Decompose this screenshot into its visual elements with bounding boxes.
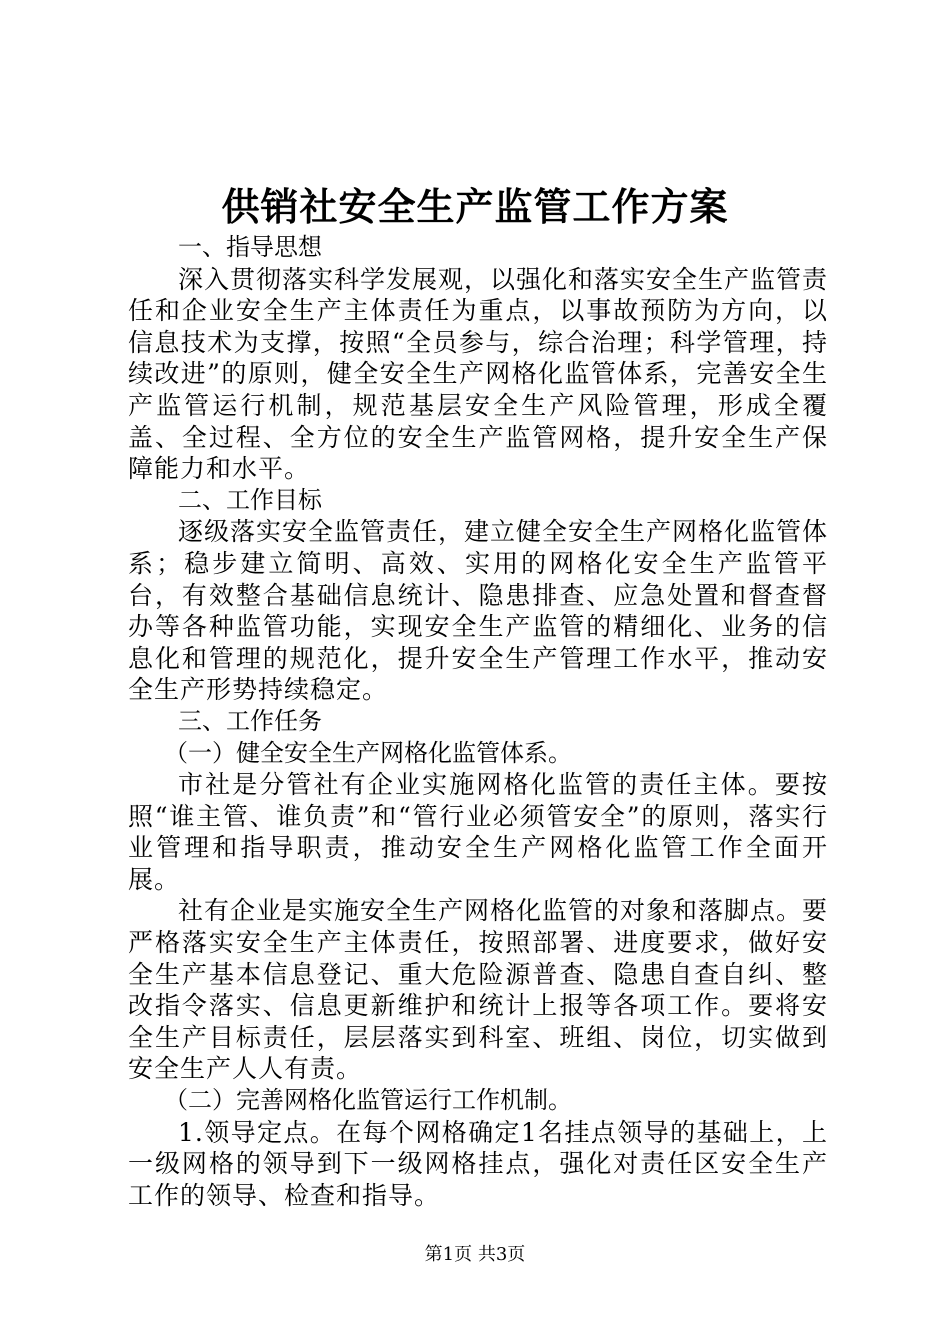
section-heading: 一、指导思想 <box>178 233 322 261</box>
document-title: 供销社安全生产监管工作方案 <box>221 185 729 229</box>
subsection-heading: （二）完善网格化监管运行工作机制。 <box>164 1086 572 1115</box>
document-body <box>128 232 828 1211</box>
paragraph: 深入贯彻落实科学发展观，以强化和落实安全生产监管责任和企业安全生产主体责任为重点，以事故预防为方向，以信息技术为支撑，按照“全员参与，综合治理；科学管理，持续改进”的原则，健全安全生产网格化监管体系，完善安全生产监管运行机制，规范基层安全生产风险管理，形成全覆盖、全过程、全方位的安全生产监管网格，提升安全生产保障能力和水平。 <box>128 264 829 484</box>
paragraph: 市社是分管社有企业实施网格化监管的责任主体。要按照“谁主管、谁负责”和“管行业必须管安全”的原则，落实行业管理和指导职责，推动安全生产网格化监管工作全面开展。 <box>128 770 828 894</box>
section-heading: 三、工作任务 <box>178 706 322 735</box>
paragraph: 社有企业是实施安全生产网格化监管的对象和落脚点。要严格落实安全生产主体责任，按照部署、进度要求，做好安全生产基本信息登记、重大危险源普查、隐患自查自纠、整改指令落实、信息更新维护和统计上报等各项工作。要将安全生产目标责任，层层落实到科室、班组、岗位，切实做到安全生产人人有责。 <box>128 896 829 1084</box>
page-footer: 第1页 共3页 <box>424 1244 526 1265</box>
paragraph: 逐级落实安全监管责任，建立健全安全生产网格化监管体系；稳步建立简明、高效、实用的网格化安全生产监管平台，有效整合基础信息统计、隐患排查、应急处置和督查督办等各种监管功能，实现安全生产监管的精细化、业务的信息化和管理的规范化，提升安全生产管理工作水平，推动安全生产形势持续稳定。 <box>128 517 829 705</box>
section-heading: 二、工作目标 <box>178 485 322 514</box>
paragraph: 1.领导定点。在每个网格确定1名挂点领导的基础上，上一级网格的领导到下一级网格挂点，强化对责任区安全生产工作的领导、检查和指导。 <box>128 1117 828 1210</box>
subsection-heading: （一）健全安全生产网格化监管体系。 <box>164 738 572 767</box>
